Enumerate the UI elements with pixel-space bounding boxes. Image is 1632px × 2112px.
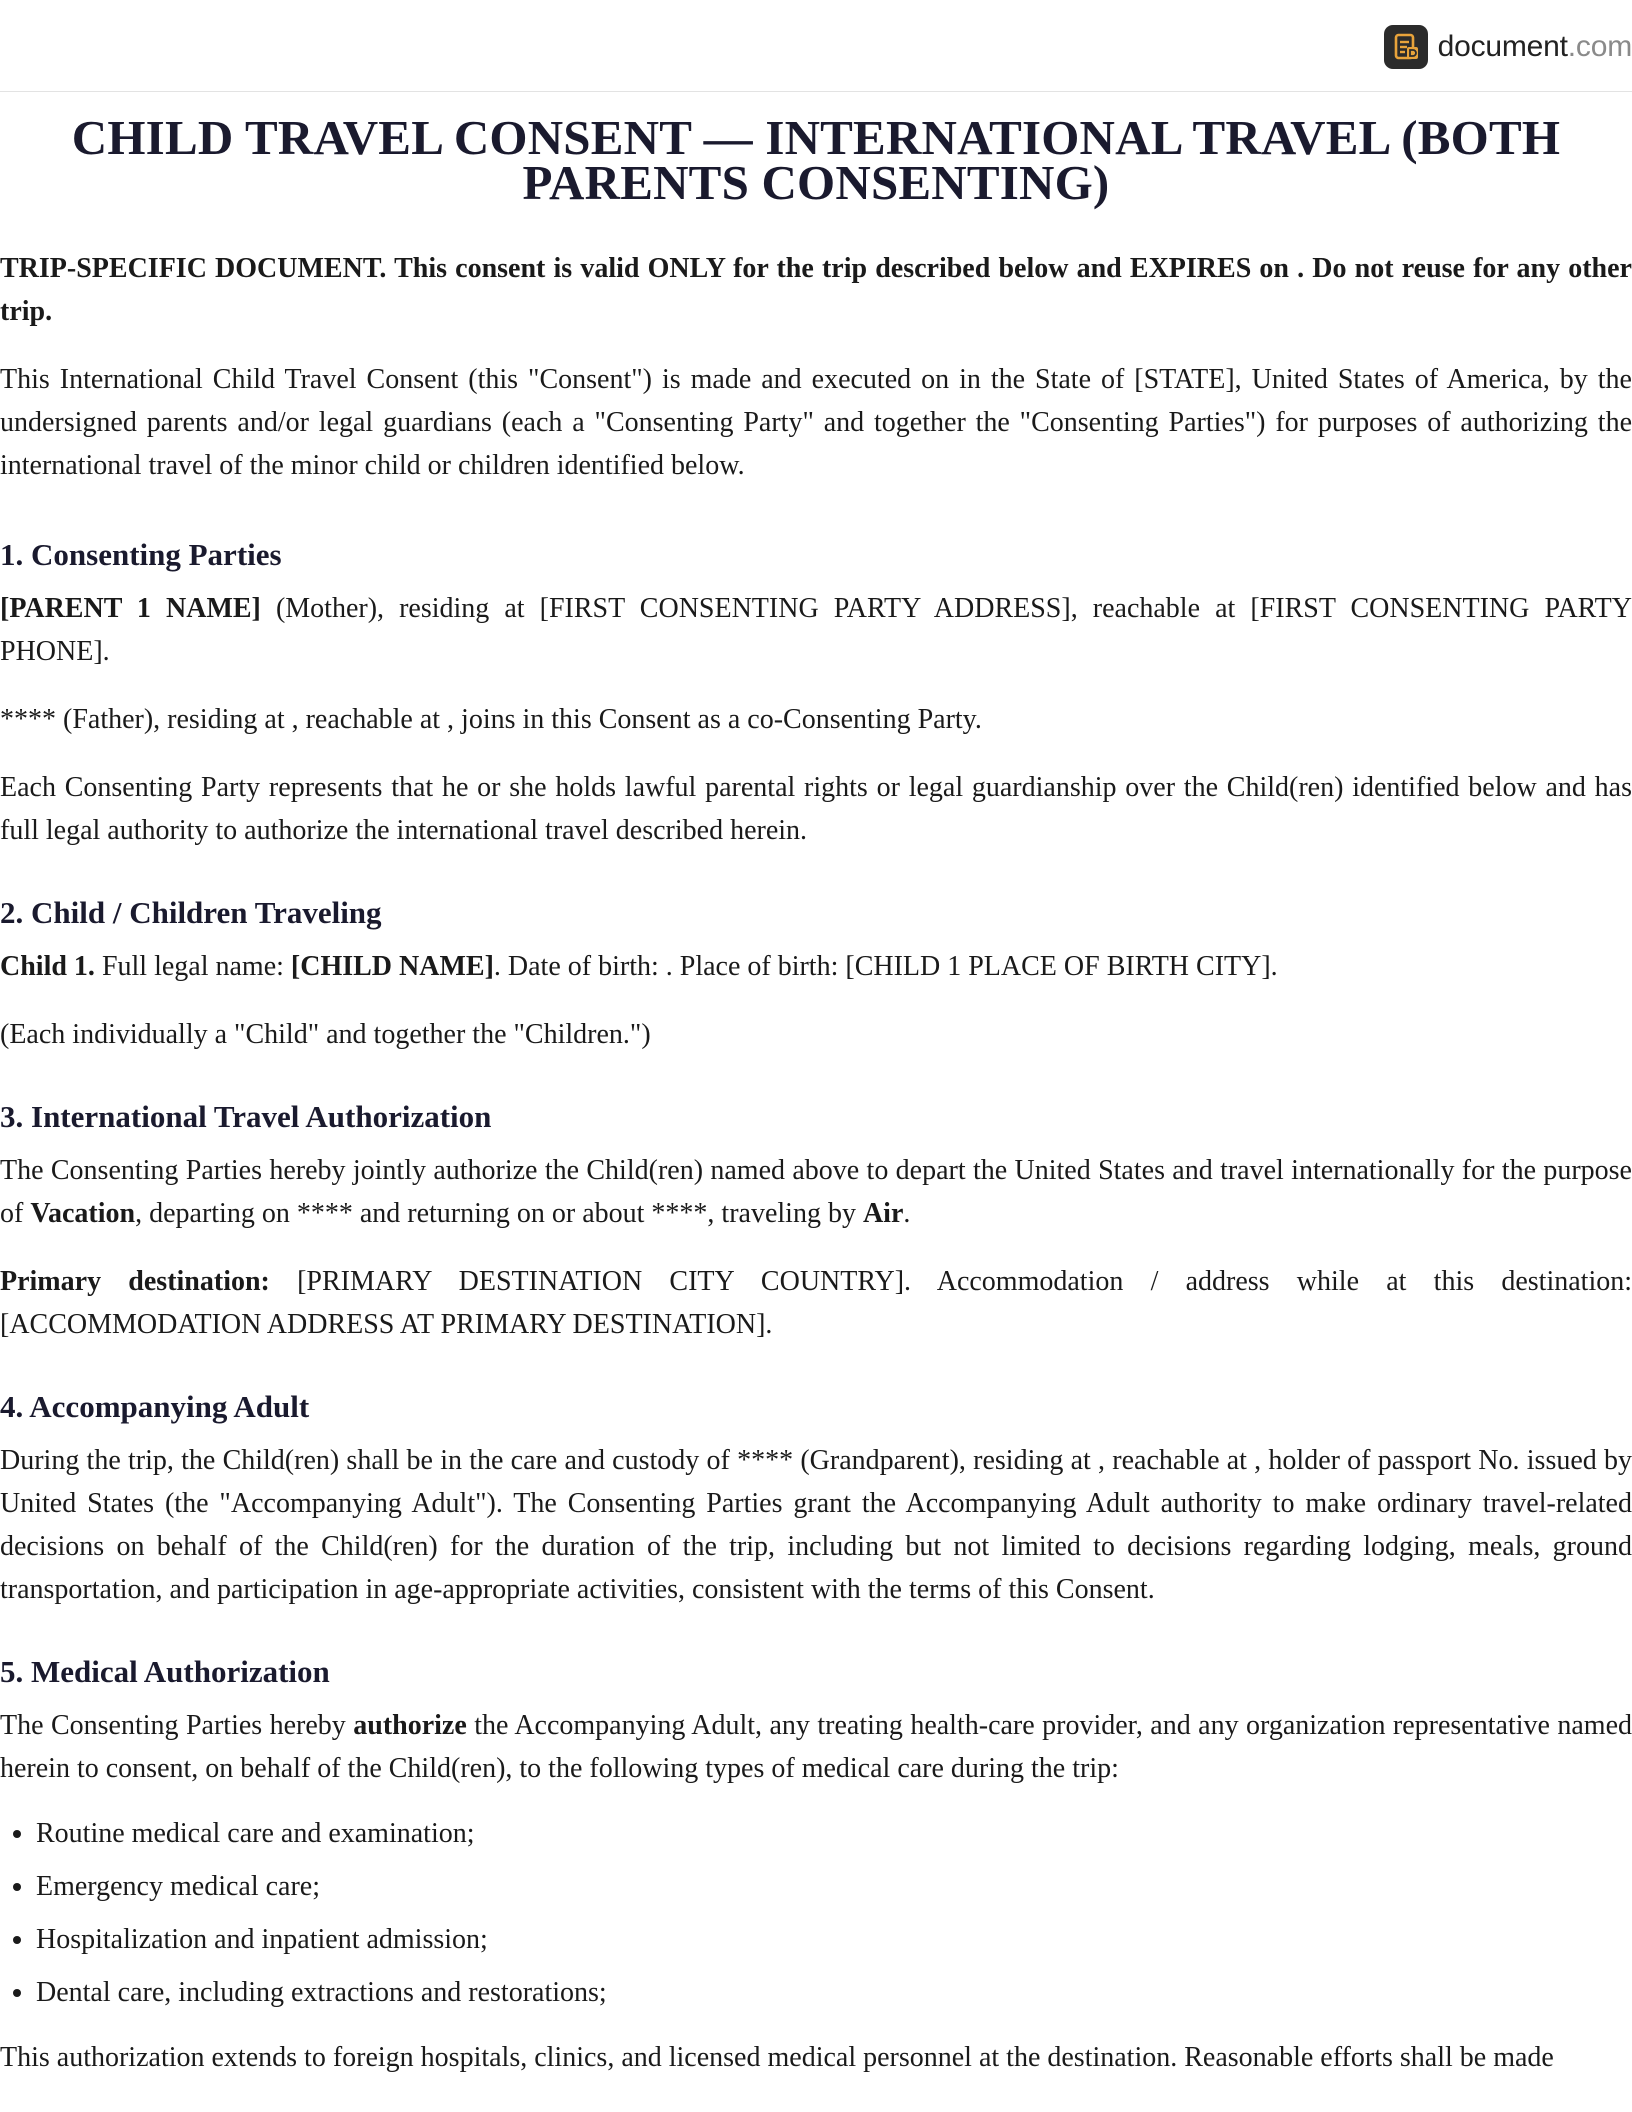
travel-text: The Consenting Parties hereby jointly authorize the Child(ren) named above to depart the United States and travel internationally for the purpose of — [0, 1155, 1632, 1229]
travel-text: . — [903, 1198, 911, 1229]
foreign-providers-paragraph: This authorization extends to foreign hospitals, clinics, and licensed medical personnel at the destination. Reasonable efforts shall be made — [0, 2042, 1554, 2073]
travel-authorization-paragraph — [0, 1149, 1632, 1235]
primary-destination-paragraph — [0, 1260, 1632, 1346]
section-heading: 3. International Travel Authorization — [0, 1099, 492, 1134]
child-label: Child 1. — [0, 951, 95, 982]
children-definition: (Each individually a "Child" and together the "Children.") — [0, 1019, 651, 1050]
section-medical-authorization — [0, 1652, 1632, 2079]
brand[interactable] — [1384, 24, 1632, 70]
list-item: • Hospitalization and inpatient admission; — [36, 1921, 1632, 1958]
trip-specific-notice: TRIP-SPECIFIC DOCUMENT. This consent is valid ONLY for the trip described below and EXPIRES on . Do not reuse for any other trip. — [0, 253, 1632, 327]
accompanying-adult-paragraph: During the trip, the Child(ren) shall be in the care and custody of **** (Grandparent), residing at , reachable at , holder of passport No. issued by United States (the "Accompanying Adult"). The Consenting Parties grant the Accompanying Adult authority to make ordinary travel-related decisions on behalf of the Child(ren) for the duration of the trip, including but not limited to decisions regarding lodging, meals, ground transportation, and participation in age-appropriate activities, consistent with the terms of this Consent. — [0, 1445, 1632, 1605]
list-item: • Emergency medical care; — [36, 1868, 1632, 1905]
child-1-paragraph — [0, 945, 1632, 988]
representation-paragraph: Each Consenting Party represents that he or she holds lawful parental rights or legal guardianship over the Child(ren) identified below and has full legal authority to authorize the international travel described herein. — [0, 772, 1632, 846]
section-heading: 4. Accompanying Adult — [0, 1389, 310, 1424]
list-item: • Routine medical care and examination; — [36, 1815, 1632, 1852]
parent-1-paragraph — [0, 587, 1632, 673]
section-heading: 5. Medical Authorization — [0, 1654, 330, 1689]
brand-tld: .com — [1567, 30, 1632, 63]
document-body — [0, 92, 1632, 2112]
section-heading: 2. Child / Children Traveling — [0, 895, 382, 930]
authorize-term: authorize — [353, 1710, 467, 1741]
child-details: . Date of birth: . Place of birth: [CHILD 1 PLACE OF BIRTH CITY]. — [493, 951, 1278, 982]
brand-name: document.com — [1437, 30, 1632, 63]
section-heading: 1. Consenting Parties — [0, 537, 282, 572]
child-name: [CHILD NAME] — [290, 951, 494, 982]
document-title: CHILD TRAVEL CONSENT — INTERNATIONAL TRAVEL (BOTH PARENTS CONSENTING) — [71, 110, 1561, 210]
parent-2-paragraph: **** (Father), residing at , reachable at , joins in this Consent as a co-Consenting Party. — [0, 704, 982, 735]
parent-1-name: [PARENT 1 NAME] — [0, 593, 261, 624]
child-text: Full legal name: — [94, 951, 291, 982]
parent-1-details: (Mother), residing at [FIRST CONSENTING PARTY ADDRESS], reachable at [FIRST CONSENTING PARTY PHONE]. — [0, 593, 1632, 667]
primary-destination-text: [PRIMARY DESTINATION CITY COUNTRY]. Accommodation / address while at this destination: [ACCOMMODATION ADDRESS AT PRIMARY DESTINATION]. — [0, 1266, 1632, 1340]
list-item: • Dental care, including extractions and restorations; — [36, 1974, 1632, 2011]
travel-text: , departing on **** and returning on or about ****, traveling by — [135, 1198, 863, 1229]
top-bar — [0, 0, 1632, 92]
section-travel-authorization — [0, 1097, 1632, 1346]
travel-mode: Air — [862, 1198, 904, 1229]
section-children — [0, 893, 1632, 1056]
medical-text: The Consenting Parties hereby — [0, 1710, 354, 1741]
primary-destination-label: Primary destination: — [0, 1266, 270, 1297]
intro-paragraph: This International Child Travel Consent (this "Consent") is made and executed on in the State of [STATE], United States of America, by the undersigned parents and/or legal guardians (each a "Consenting Party" and together the "Consenting Parties") for purposes of authorizing the international travel of the minor child or children identified below. — [0, 364, 1632, 481]
section-consenting-parties — [0, 535, 1632, 852]
medical-care-list — [0, 1815, 1632, 2011]
travel-purpose: Vacation — [30, 1198, 136, 1229]
medical-authorization-paragraph — [0, 1704, 1632, 1790]
document-logo-icon — [1384, 25, 1428, 69]
section-accompanying-adult — [0, 1387, 1632, 1611]
medical-text: the Accompanying Adult, any treating health-care provider, and any organization representative named herein to consent, on behalf of the Child(ren), to the following types of medical care during the trip: — [0, 1710, 1632, 1784]
